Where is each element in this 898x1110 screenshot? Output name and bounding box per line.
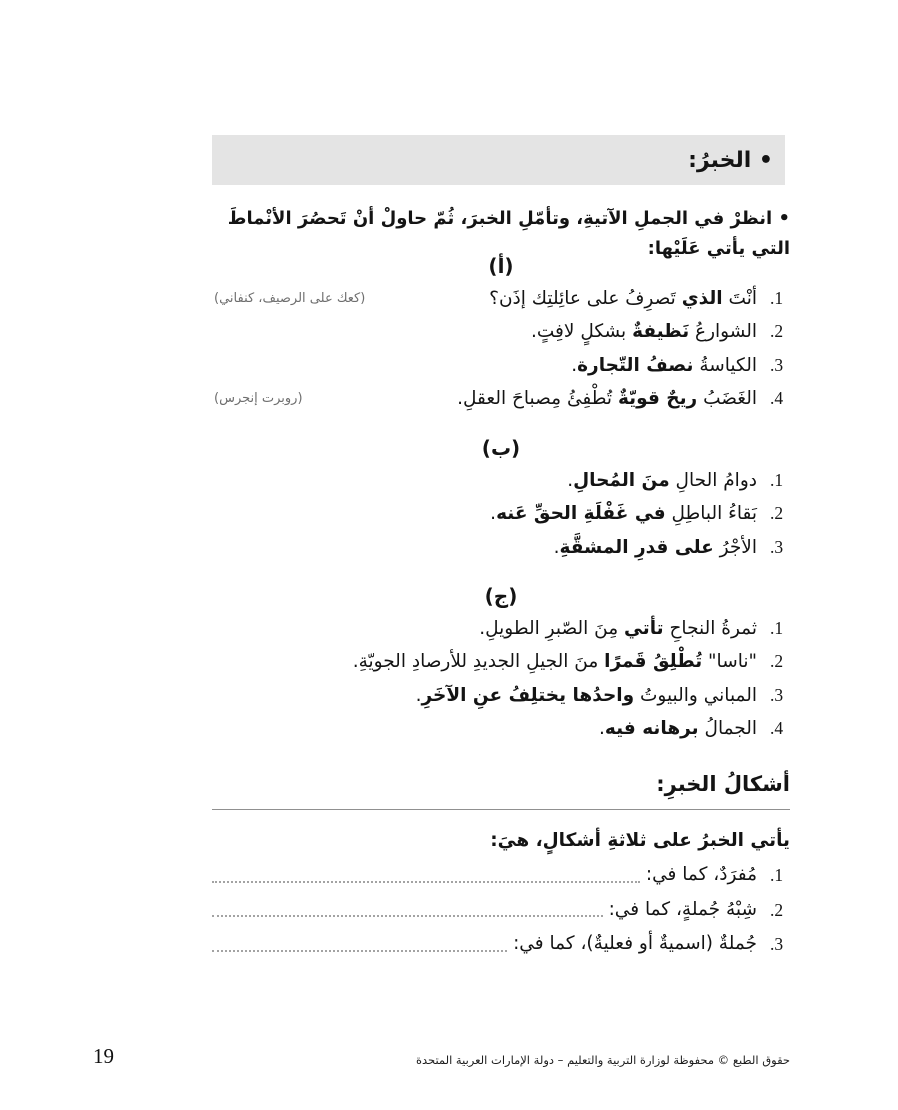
sentence-group-c <box>212 580 790 746</box>
sentence-text: الجمالُ برهانه فيه. <box>599 718 757 740</box>
sentence-text: بَقاءُ الباطِلِ في غَفْلَةِ الحقِّ عَنه. <box>490 503 757 525</box>
sentence-group-b <box>212 432 790 564</box>
lead-text: يأتي الخبرُ على ثلاثةِ أشكالٍ، هيَ: <box>490 830 790 851</box>
group-label: (أ) <box>488 254 514 278</box>
group-label: (ب) <box>481 436 521 460</box>
fill-item-text: شِبْهُ جُملةٍ، كما في: <box>608 898 757 920</box>
section-header <box>212 135 785 185</box>
intro-instruction: • انظرْ في الجملِ الآتيةِ، وتأمّلِ الخبرَ، ثُمّ حاولْ أنْ تَحصُرَ الأنْماطَ التي يأتي عَلَيْها: <box>227 208 790 259</box>
sentence-text: ثمرةُ النجاحِ تأتي مِنَ الصّبرِ الطويلِ. <box>479 618 757 639</box>
item-number: 4. <box>770 388 784 409</box>
item-number: 1. <box>770 865 784 885</box>
attribution: (روبرت إنجرس) <box>214 391 303 407</box>
sentence-item <box>212 464 790 497</box>
sentence-group-a <box>212 250 790 416</box>
item-number: 3. <box>770 354 784 375</box>
sentence-item <box>212 612 790 645</box>
item-number: 2. <box>770 899 784 920</box>
copyright-text: حقوق الطبع © محفوظة لوزارة التربية والتعليم – دولة الإمارات العربية المتحدة <box>415 1053 790 1067</box>
sentence-item <box>212 645 790 678</box>
group-items <box>212 612 790 746</box>
group-items <box>212 282 790 416</box>
sentence-text: أنْتَ الذي تَصرِفُ على عائِلتِك إذَن؟ <box>489 288 757 309</box>
fill-list <box>212 858 790 962</box>
fill-item <box>212 858 790 893</box>
sentence-text: الكياسةُ نصفُ التّجارة. <box>571 354 757 376</box>
group-label: (ج) <box>484 584 518 608</box>
fill-item <box>212 893 790 928</box>
sentence-item <box>212 497 790 530</box>
sentence-item <box>212 531 790 564</box>
dotted-blank <box>212 950 507 952</box>
sentence-text: المباني والبيوتُ واحدُها يختلِفُ عنِ الآخَرِ. <box>415 684 757 706</box>
item-number: 1. <box>770 288 784 308</box>
item-number: 3. <box>770 934 784 954</box>
item-number: 2. <box>770 321 784 342</box>
sentence-text: الغَضَبُ ريحٌ قويّةٌ تُطْفِئُ مِصباحَ العقلِ. <box>457 388 757 410</box>
item-number: 1. <box>770 618 784 638</box>
item-number: 2. <box>770 651 784 672</box>
section-title: • الخبرُ: <box>688 147 773 173</box>
sentence-item <box>212 382 790 415</box>
fill-item-text: جُملةٌ (اسميةٌ أو فعليةٌ)، كما في: <box>513 933 757 954</box>
page-number: 19 <box>93 1044 114 1068</box>
sentence-item <box>212 349 790 382</box>
attribution: (كعك على الرصيف، كنفاني) <box>214 291 366 306</box>
group-items <box>212 464 790 564</box>
sentence-item <box>212 679 790 712</box>
sentence-text: الأجْرُ على قدرِ المشقَّةِ. <box>553 536 757 558</box>
item-number: 4. <box>770 718 784 739</box>
sentence-item <box>212 315 790 348</box>
sentence-text: "ناسا" تُطْلِقُ قَمرًا منَ الجيلِ الجديدِ للأرصادِ الجويّةِ. <box>352 651 757 673</box>
item-number: 1. <box>770 470 784 490</box>
dotted-blank <box>212 881 640 883</box>
fill-item <box>212 927 790 962</box>
sentence-item <box>212 712 790 745</box>
sentence-text: الشوارعُ نَظيفةٌ بشكلٍ لافِتٍ. <box>531 321 757 343</box>
item-number: 3. <box>770 536 784 557</box>
item-number: 3. <box>770 684 784 705</box>
item-number: 2. <box>770 503 784 524</box>
dotted-blank <box>212 915 603 917</box>
subsection-title: أشكالُ الخبرِ: <box>212 772 790 810</box>
sentence-text: دوامُ الحالِ منَ المُحالِ. <box>567 470 757 491</box>
sentence-item <box>212 282 790 315</box>
fill-item-text: مُفرَدٌ، كما في: <box>645 864 757 885</box>
